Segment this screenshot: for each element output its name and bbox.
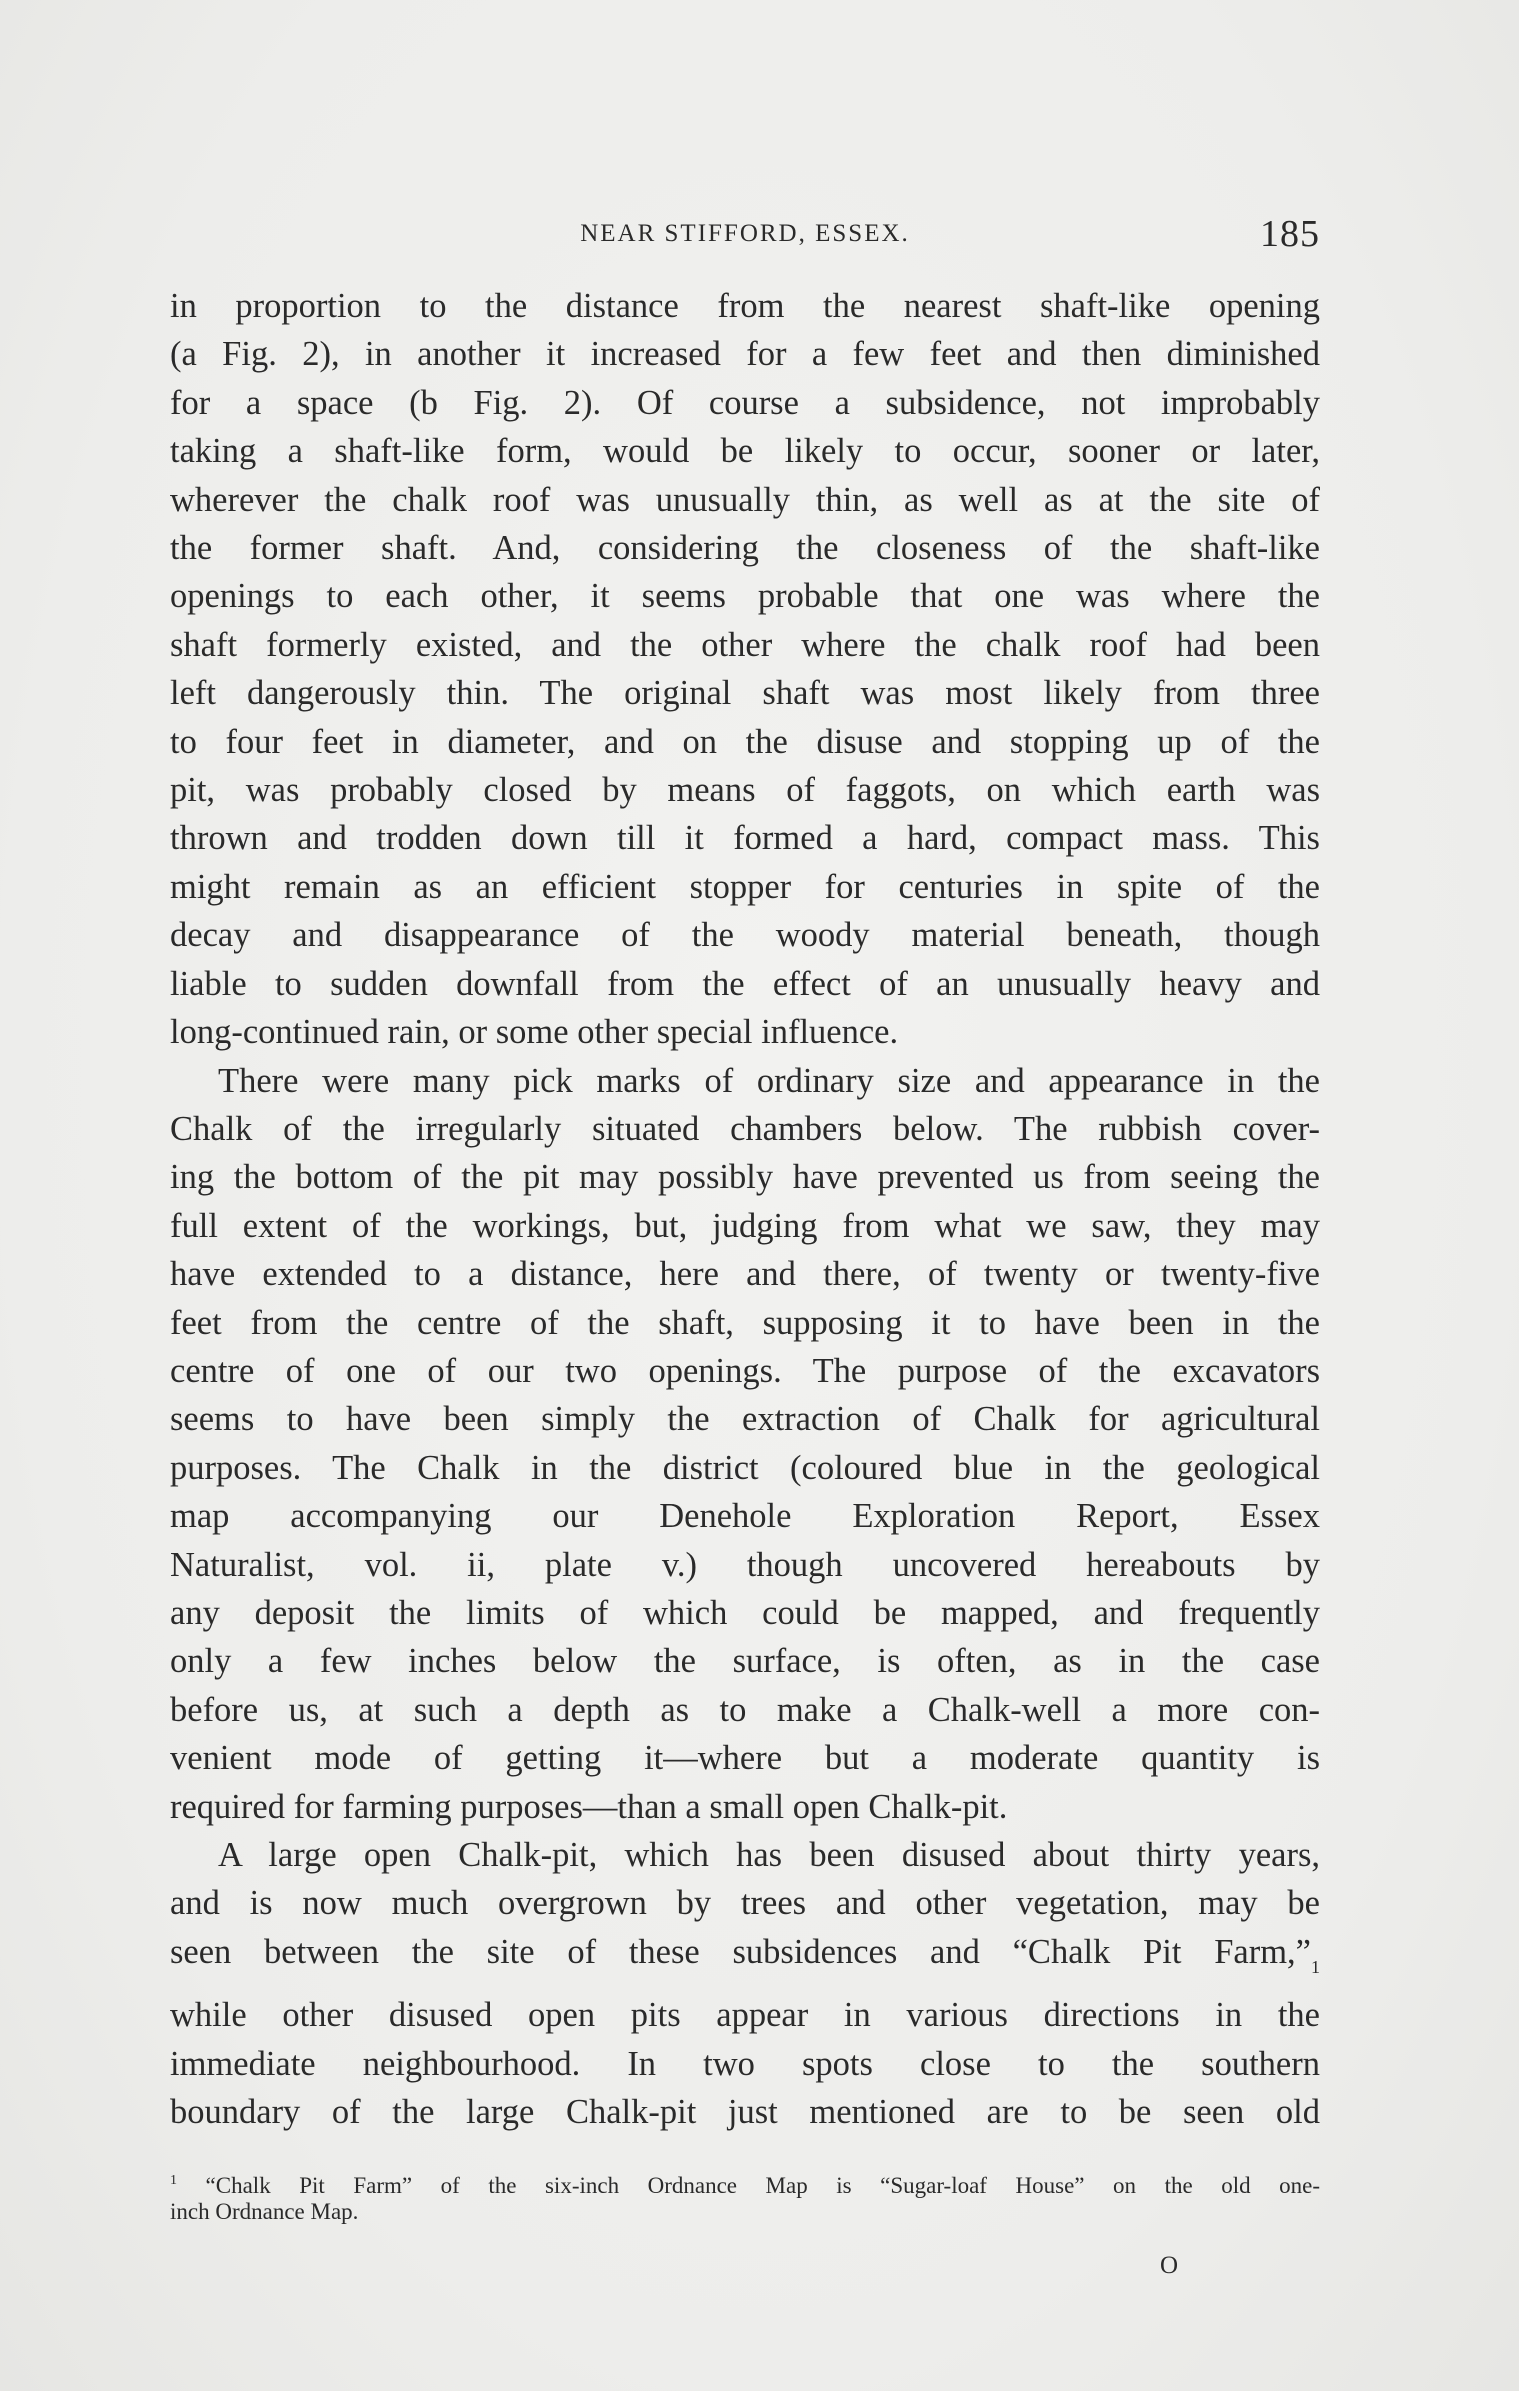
text-line: to four feet in diameter, and on the disuse and stopping up of the	[170, 722, 1320, 761]
paragraph-2	[170, 1057, 1320, 1832]
text-line: taking a shaft-like form, would be likely to occur, sooner or later,	[170, 432, 1320, 471]
text-line: Chalk of the irregularly situated chambers below. The rubbish cover-	[170, 1109, 1320, 1148]
text-line: long-continued rain, or some other special influence.	[170, 1013, 899, 1052]
page-number: 185	[1260, 213, 1320, 255]
text-line: venient mode of getting it—where but a moderate quantity is	[170, 1739, 1320, 1778]
text-line-with-footnote-ref	[170, 1928, 1320, 1991]
text-line: decay and disappearance of the woody material beneath, though	[170, 916, 1320, 955]
text-line: wherever the chalk roof was unusually thin, as well as at the site of	[170, 480, 1320, 519]
text-line: immediate neighbourhood. In two spots close to the southern	[170, 2044, 1320, 2083]
paragraph-3	[170, 1831, 1320, 2136]
text-line: full extent of the workings, but, judging from what we saw, they may	[170, 1206, 1320, 1245]
text-line: There were many pick marks of ordinary size and appearance in the	[218, 1061, 1320, 1100]
text-line: ing the bottom of the pit may possibly have prevented us from seeing the	[170, 1158, 1320, 1197]
text-line: while other disused open pits appear in various directions in the	[170, 1996, 1320, 2035]
text-line: shaft formerly existed, and the other where the chalk roof had been	[170, 625, 1320, 664]
text-line: any deposit the limits of which could be mapped, and frequently	[170, 1593, 1320, 1632]
text-line: map accompanying our Denehole Exploration Report, Essex	[170, 1497, 1320, 1536]
text-line: A large open Chalk-pit, which has been disused about thirty years,	[218, 1836, 1320, 1874]
text-line: (a Fig. 2), in another it increased for a few feet and then diminished	[170, 335, 1320, 374]
text-line: required for farming purposes—than a small open Chalk-pit.	[170, 1787, 1008, 1826]
text-line: pit, was probably closed by means of faggots, on which earth was	[170, 771, 1320, 810]
footnote-text: “Chalk Pit Farm” of the six-inch Ordnance Map is “Sugar-loaf House” on the old one-	[205, 2173, 1321, 2198]
text-line: feet from the centre of the shaft, supposing it to have been in the	[170, 1303, 1320, 1342]
text-line: only a few inches below the surface, is often, as in the case	[170, 1642, 1320, 1681]
body-text	[170, 282, 1320, 2136]
text-line: left dangerously thin. The original shaft was most likely from three	[170, 674, 1320, 713]
text-line: in proportion to the distance from the nearest shaft-like opening	[170, 287, 1320, 325]
text-line: purposes. The Chalk in the district (coloured blue in the geological	[170, 1448, 1320, 1487]
text-line: before us, at such a depth as to make a Chalk-well a more con-	[170, 1690, 1320, 1729]
footnote-reference: 1	[1311, 1956, 1320, 1977]
text-line: centre of one of our two openings. The purpose of the excavators	[170, 1351, 1320, 1390]
text-line: liable to sudden downfall from the effect of an unusually heavy and	[170, 964, 1320, 1003]
running-head: NEAR STIFFORD, ESSEX.	[580, 220, 910, 247]
text-line: seems to have been simply the extraction of Chalk for agricultural	[170, 1400, 1320, 1439]
signature-mark: O	[1160, 2252, 1180, 2279]
text-line: Naturalist, vol. ii, plate v.) though uncovered hereabouts by	[170, 1545, 1320, 1584]
text-line: and is now much overgrown by trees and other vegetation, may be	[170, 1884, 1320, 1923]
footnote-line: inch Ordnance Map.	[170, 2199, 359, 2224]
text-line: openings to each other, it seems probable that one was where the	[170, 577, 1320, 616]
text-line: have extended to a distance, here and there, of twenty or twenty-five	[170, 1255, 1320, 1294]
footnote-marker: 1	[170, 2173, 177, 2188]
paragraph-1	[170, 282, 1320, 1057]
page-header	[170, 212, 1320, 262]
footnote-line	[170, 2168, 1320, 2199]
footnote	[170, 2168, 1320, 2225]
text-line: boundary of the large Chalk-pit just mentioned are to be seen old	[170, 2093, 1320, 2132]
text-line: for a space (b Fig. 2). Of course a subsidence, not improbably	[170, 383, 1320, 422]
text-line: thrown and trodden down till it formed a hard, compact mass. This	[170, 819, 1320, 858]
text-line: might remain as an efficient stopper for centuries in spite of the	[170, 867, 1320, 906]
text-line: the former shaft. And, considering the closeness of the shaft-like	[170, 529, 1320, 568]
text-line-content: seen between the site of these subsidences and “Chalk Pit Farm,”	[170, 1932, 1311, 1971]
